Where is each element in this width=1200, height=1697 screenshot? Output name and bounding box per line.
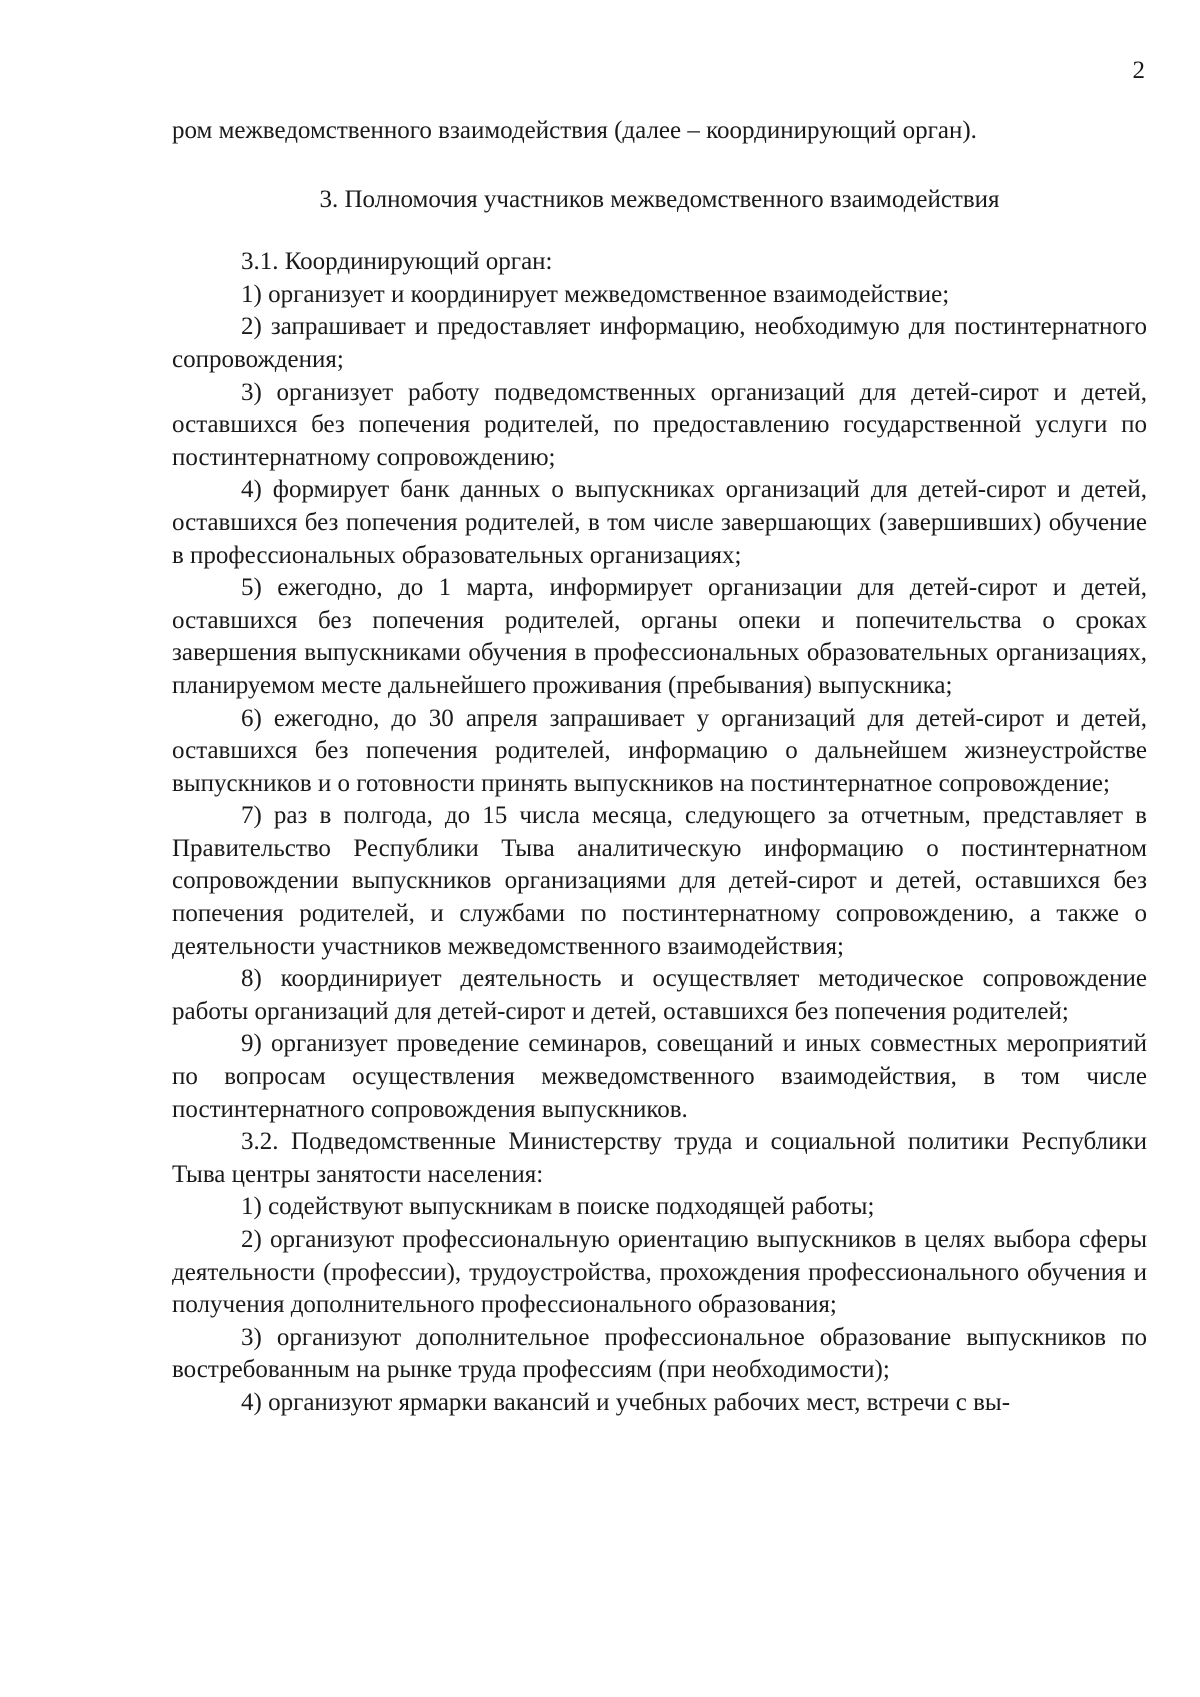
paragraph-p-3-2-3: 3) организуют дополнительное профессиональное образование выпускников по востребованным на рынке труда профессиям (при необходимости); — [172, 1323, 1147, 1384]
paragraph-p-3-2-2: 2) организуют профессиональную ориентацию выпускников в целях выбора сферы деятельности (профессии), трудоустройства, прохождения профессионального обучения и получения дополнительного профессионального образования; — [172, 1226, 1147, 1319]
paragraph-p-3-1-1: 1) организует и координирует межведомственное взаимодействие; — [241, 280, 950, 308]
paragraph-p-3-1-8: 8) координириует деятельность и осуществляет методическое сопровождение работы организаций для детей-сирот и детей, оставшихся без попечения родителей; — [172, 965, 1147, 1025]
paragraph-p-3-1-6: 6) ежегодно, до 30 апреля запрашивает у организаций для детей-сирот и детей, оставшихся без попечения родителей, информацию о дальнейшем жизнеустройстве выпускников и о готовности принять выпускников на постинтернатное сопровождение; — [172, 704, 1147, 797]
paragraph-p-3-1-3: 3) организует работу подведомственных организаций для детей-сирот и детей, оставшихся без попечения родителей, по предоставлению государственной услуги по постинтернатному сопровождению; — [172, 378, 1147, 471]
page-number: 2 — [1132, 57, 1145, 84]
paragraph-p-3-1-7: 7) раз в полгода, до 15 числа месяца, следующего за отчетным, представляет в Правительство Республики Тыва аналитическую информацию о постинтернатном сопровождении выпускников организациями для детей-сирот и детей, оставшихся без попечения родителей, и службами по постинтернатному сопровождению, а также о деятельности участников межведомственного взаимодействия; — [172, 802, 1147, 960]
paragraph-p-3-1: 3.1. Координирующий орган: — [241, 248, 553, 276]
paragraph-p-3-2-1: 1) содействуют выпускникам в поиске подходящей работы; — [241, 1193, 875, 1221]
section-heading: 3. Полномочия участников межведомственного взаимодействия — [319, 185, 1000, 213]
document-body — [172, 115, 1147, 1420]
paragraph-p-3-1-2: 2) запрашивает и предоставляет информацию, необходимую для постинтернатного сопровождения; — [172, 313, 1147, 373]
paragraph-p-3-2: 3.2. Подведомственные Министерству труда и социальной политики Республики Тыва центры занятости населения: — [172, 1128, 1147, 1188]
paragraph-p-3-2-4: 4) организуют ярмарки вакансий и учебных рабочих мест, встречи с вы- — [241, 1388, 1011, 1416]
paragraph-p-3-1-5: 5) ежегодно, до 1 марта, информирует организации для детей-сирот и детей, оставшихся без попечения родителей, органы опеки и попечительства о сроках завершения выпускниками обучения в профессиональных образовательных организациях, планируемом месте дальнейшего проживания (пребывания) выпускника; — [172, 574, 1147, 699]
paragraph-p-3-1-9: 9) организует проведение семинаров, совещаний и иных совместных мероприятий по вопросам осуществления межведомственного взаимодействия, в том числе постинтернатного сопровождения выпускников. — [172, 1030, 1147, 1123]
paragraph-continuation: ром межведомственного взаимодействия (далее – координирующий орган). — [172, 117, 977, 144]
paragraph-p-3-1-4: 4) формирует банк данных о выпускниках организаций для детей-сирот и детей, оставшихся без попечения родителей, в том числе завершающих (завершивших) обучение в профессиональных образовательных организациях; — [172, 476, 1147, 569]
